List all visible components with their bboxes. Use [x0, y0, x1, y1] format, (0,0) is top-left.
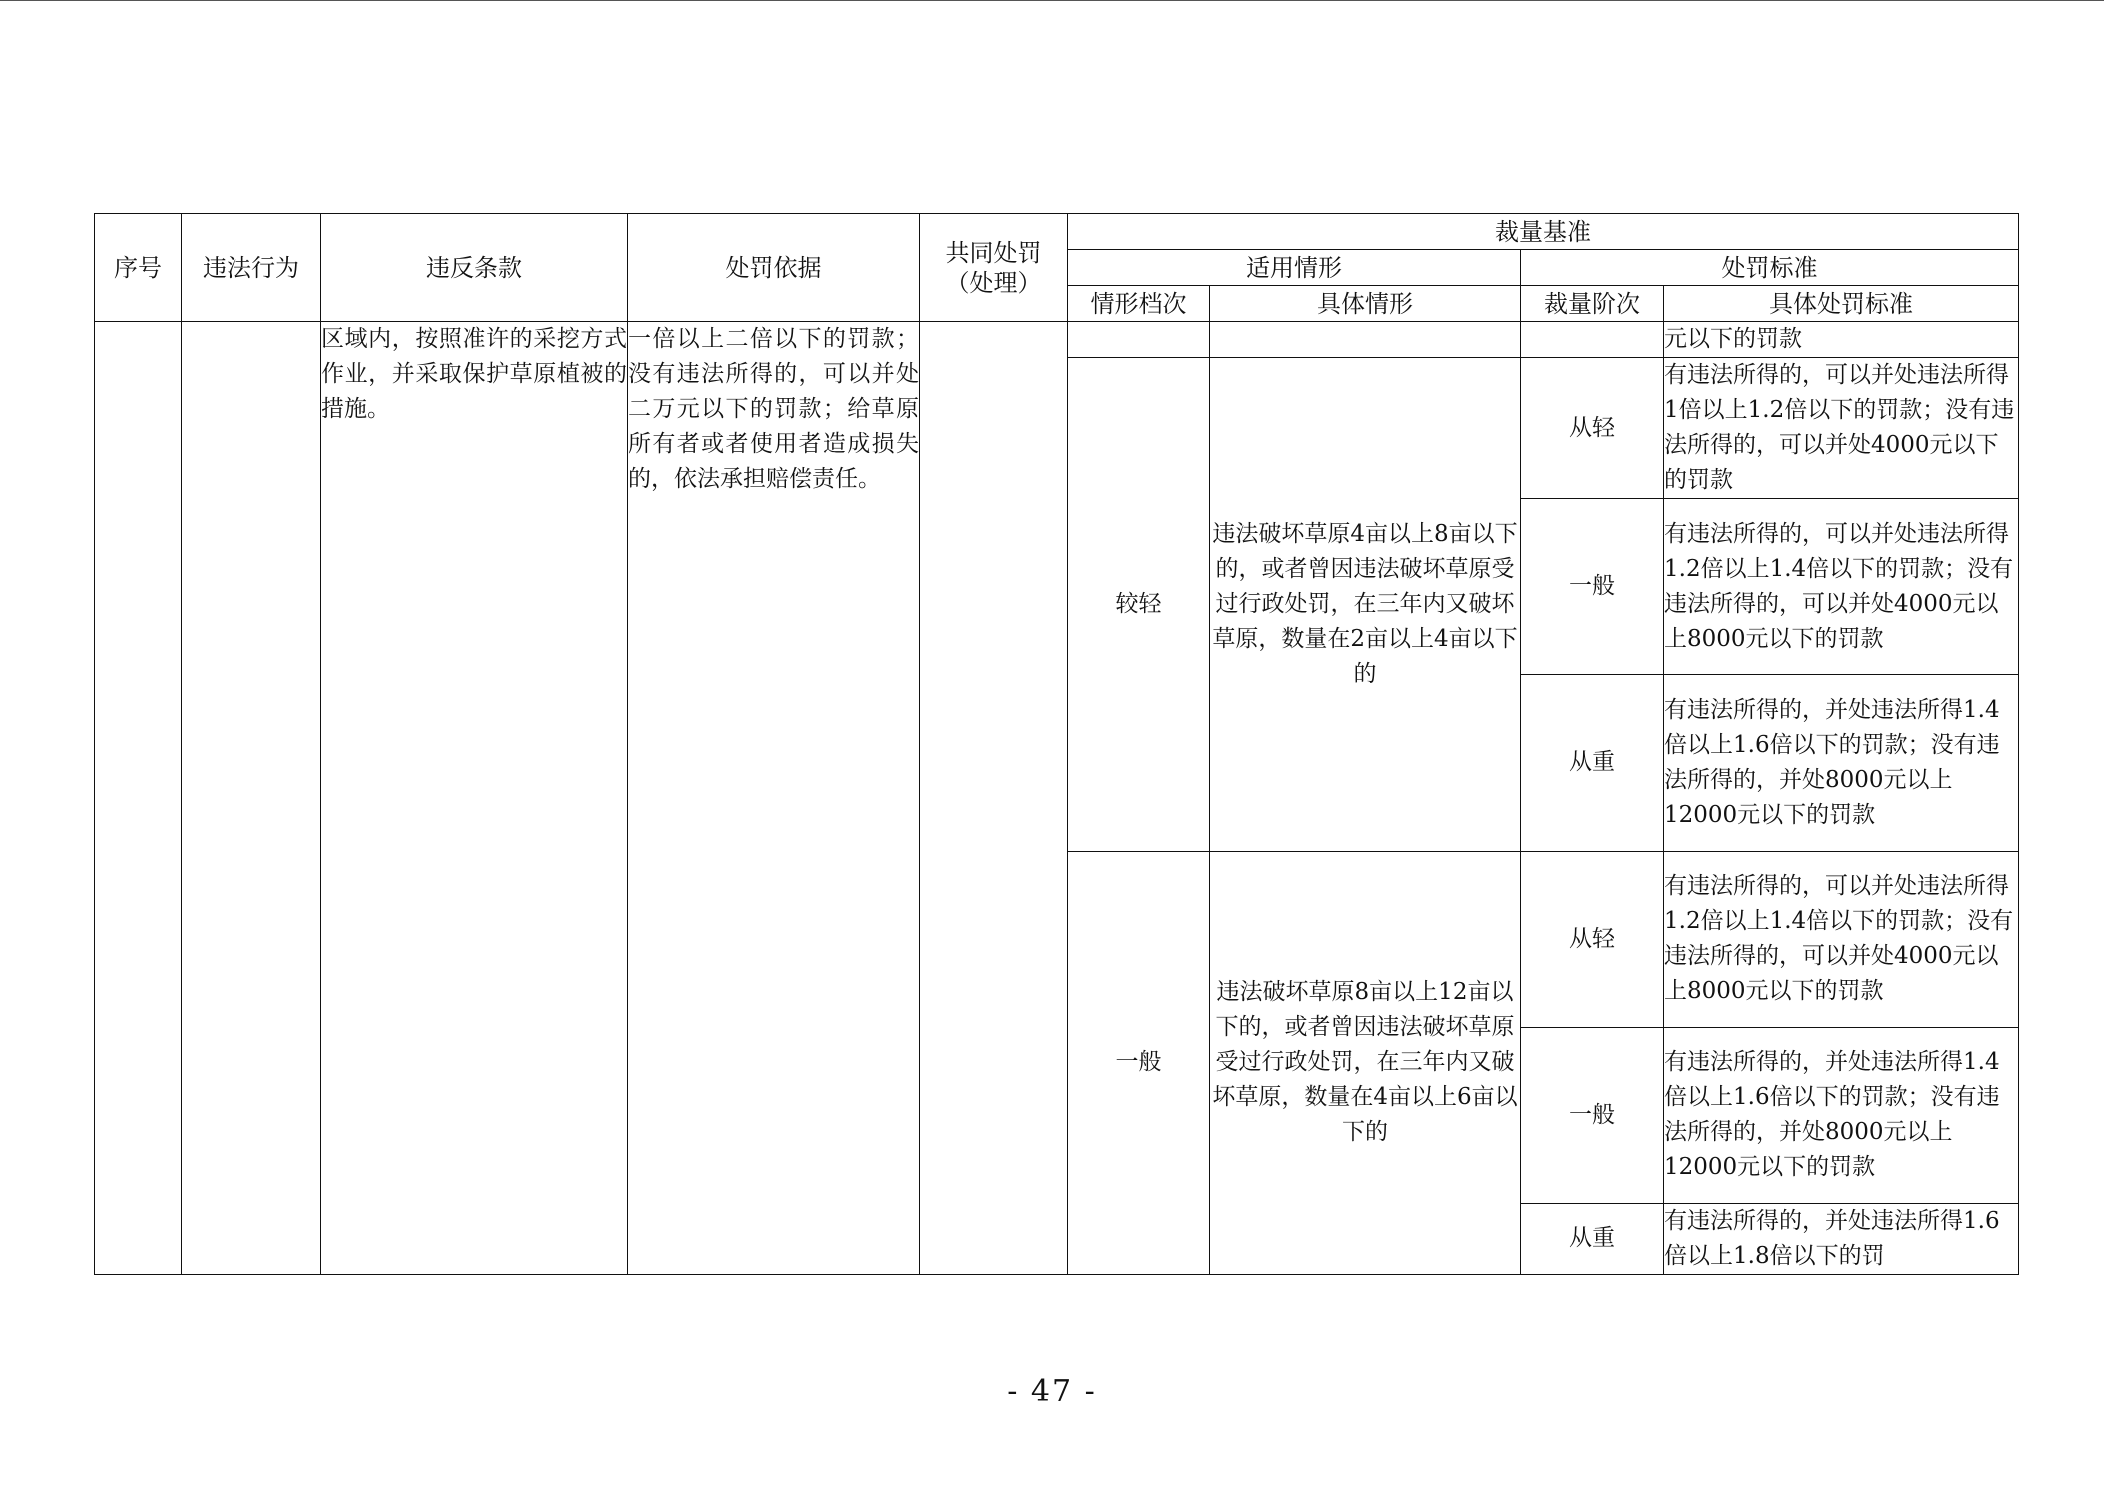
cell-violation — [182, 322, 321, 1275]
cell-stage: 一般 — [1521, 1027, 1664, 1203]
cell-standard-carry: 元以下的罚款 — [1664, 322, 2019, 358]
cell-level-group2: 一般 — [1068, 851, 1210, 1274]
cell-situation-group2: 违法破坏草原8亩以上12亩以下的，或者曾因违法破坏草原受过行政处罚，在三年内又破坏草原，数量在4亩以上6亩以下的 — [1210, 851, 1521, 1274]
header-specific: 具体情形 — [1210, 286, 1521, 322]
header-discretion: 裁量基准 — [1068, 214, 2019, 250]
cell-level-carry — [1068, 322, 1210, 358]
cell-standard: 有违法所得的，并处违法所得1.4倍以上1.6倍以下的罚款；没有违法所得的，并处8000元以上12000元以下的罚款 — [1664, 1027, 2019, 1203]
cell-stage-carry — [1521, 322, 1664, 358]
cell-specific-carry — [1210, 322, 1521, 358]
cell-standard: 有违法所得的，可以并处违法所得1.2倍以上1.4倍以下的罚款；没有违法所得的，可以并处4000元以上8000元以下的罚款 — [1664, 499, 2019, 675]
cell-standard: 有违法所得的，并处违法所得1.6倍以上1.8倍以下的罚 — [1664, 1203, 2019, 1274]
cell-situation-group1: 违法破坏草原4亩以上8亩以下的，或者曾因违法破坏草原受过行政处罚，在三年内又破坏草原，数量在2亩以上4亩以下的 — [1210, 358, 1521, 851]
cell-stage: 一般 — [1521, 499, 1664, 675]
cell-standard: 有违法所得的，可以并处违法所得1倍以上1.2倍以下的罚款；没有违法所得的，可以并处4000元以下的罚款 — [1664, 358, 2019, 499]
header-specific-standard: 具体处罚标准 — [1664, 286, 2019, 322]
cell-stage: 从轻 — [1521, 851, 1664, 1027]
page-number: - 47 - — [1007, 1374, 1097, 1409]
cell-stage: 从重 — [1521, 1203, 1664, 1274]
header-level: 情形档次 — [1068, 286, 1210, 322]
cell-clause: 区域内，按照准许的采挖方式作业，并采取保护草原植被的措施。 — [321, 322, 628, 1275]
header-joint: 共同处罚（处理） — [920, 214, 1068, 322]
header-penalty-standard: 处罚标准 — [1521, 250, 2019, 286]
header-clause: 违反条款 — [321, 214, 628, 322]
cell-basis: 一倍以上二倍以下的罚款；没有违法所得的，可以并处二万元以下的罚款；给草原所有者或者使用者造成损失的，依法承担赔偿责任。 — [628, 322, 920, 1275]
header-stage: 裁量阶次 — [1521, 286, 1664, 322]
cell-stage: 从轻 — [1521, 358, 1664, 499]
cell-seq — [95, 322, 182, 1275]
cell-joint — [920, 322, 1068, 1275]
cell-standard: 有违法所得的，可以并处违法所得1.2倍以上1.4倍以下的罚款；没有违法所得的，可以并处4000元以上8000元以下的罚款 — [1664, 851, 2019, 1027]
cell-level-group1: 较轻 — [1068, 358, 1210, 851]
header-applicable: 适用情形 — [1068, 250, 1521, 286]
header-seq: 序号 — [95, 214, 182, 322]
header-basis: 处罚依据 — [628, 214, 920, 322]
cell-stage: 从重 — [1521, 675, 1664, 851]
header-violation: 违法行为 — [182, 214, 321, 322]
top-border-line — [0, 0, 2104, 1]
penalty-discretion-table — [94, 213, 2019, 1275]
cell-standard: 有违法所得的，并处违法所得1.4倍以上1.6倍以下的罚款；没有违法所得的，并处8000元以上12000元以下的罚款 — [1664, 675, 2019, 851]
